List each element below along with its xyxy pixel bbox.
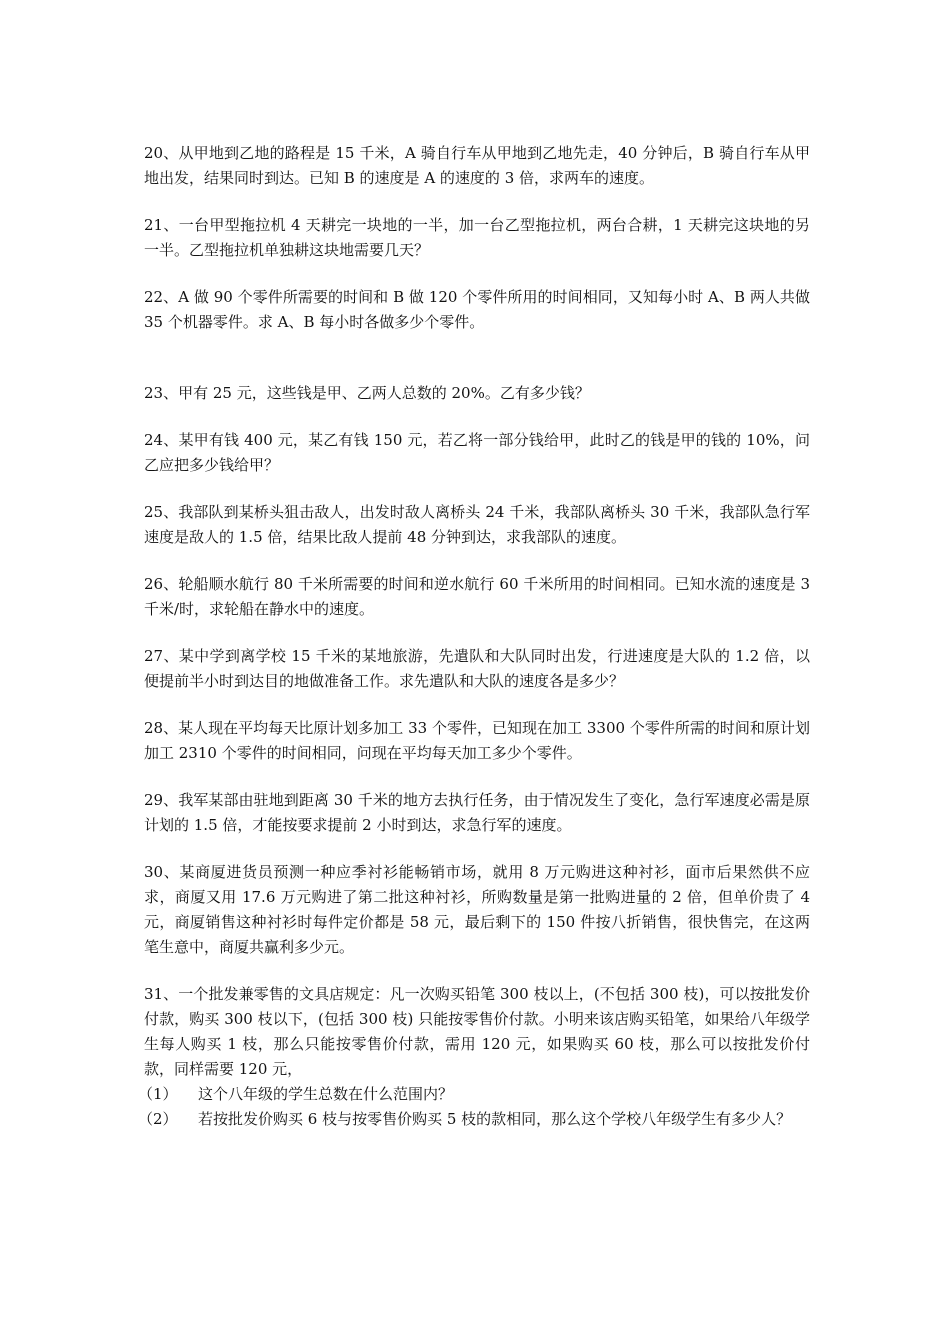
problem-24: 24、某甲有钱 400 元，某乙有钱 150 元，若乙将一部分钱给甲，此时乙的钱是甲的钱的 10%，问乙应把多少钱给甲？ xyxy=(144,431,810,474)
problem-28: 28、某人现在平均每天比原计划多加工 33 个零件，已知现在加工 3300 个零件所需的时间和原计划加工 2310 个零件的时间相同，问现在平均每天加工多少个零件。 xyxy=(144,719,810,762)
document-page xyxy=(138,141,810,1132)
problem-31-subitem-2 xyxy=(138,1107,810,1132)
subitem-number: （1） xyxy=(138,1085,178,1103)
problem-22: 22、A 做 90 个零件所需要的时间和 B 做 120 个零件所用的时间相同，又知每小时 A、B 两人共做 35 个机器零件。求 A、B 每小时各做多少个零件。 xyxy=(144,288,810,331)
problem-20: 20、从甲地到乙地的路程是 15 千米，A 骑自行车从甲地到乙地先走，40 分钟后，B 骑自行车从甲地出发，结果同时到达。已知 B 的速度是 A 的速度的 3 倍，求两车的速度。 xyxy=(144,144,810,187)
subitem-text: 若按批发价购买 6 枝与按零售价购买 5 枝的款相同，那么这个学校八年级学生有多少人？ xyxy=(198,1110,792,1128)
problem-30: 30、某商厦进货员预测一种应季衬衫能畅销市场，就用 8 万元购进这种衬衫，面市后果然供不应求，商厦又用 17.6 万元购进了第二批这种衬衫，所购数量是第一批购进量的 2 倍，但单价贵了 4 元，商厦销售这种衬衫时每件定价都是 58 元，最后剩下的 150 件按八折销售，很快售完，在这两笔生意中，商厦共赢利多少元。 xyxy=(144,863,810,956)
problem-26: 26、轮船顺水航行 80 千米所需要的时间和逆水航行 60 千米所用的时间相同。已知水流的速度是 3 千米/时，求轮船在静水中的速度。 xyxy=(144,575,810,618)
subitem-number: （2） xyxy=(138,1110,178,1128)
problem-31-subitem-1 xyxy=(138,1082,810,1107)
problem-29: 29、我军某部由驻地到距离 30 千米的地方去执行任务，由于情况发生了变化，急行军速度必需是原计划的 1.5 倍，才能按要求提前 2 小时到达，求急行军的速度。 xyxy=(144,791,810,834)
subitem-text: 这个八年级的学生总数在什么范围内？ xyxy=(198,1085,454,1103)
problem-27: 27、某中学到离学校 15 千米的某地旅游，先遣队和大队同时出发，行进速度是大队的 1.2 倍，以便提前半小时到达目的地做准备工作。求先遣队和大队的速度各是多少？ xyxy=(144,647,810,690)
problem-21: 21、一台甲型拖拉机 4 天耕完一块地的一半，加一台乙型拖拉机，两台合耕，1 天耕完这块地的另一半。乙型拖拉机单独耕这块地需要几天？ xyxy=(144,216,810,259)
problem-31: 31、一个批发兼零售的文具店规定：凡一次购买铅笔 300 枝以上，(不包括 300 枝)，可以按批发价付款，购买 300 枝以下，(包括 300 枝) 只能按零售价付款。小明来该店购买铅笔，如果给八年级学生每人购买 1 枝，那么只能按零售价付款，需用 120 元，如果购买 60 枝，那么可以按批发价付款，同样需要 120 元， xyxy=(144,985,810,1078)
problem-25: 25、我部队到某桥头狙击敌人，出发时敌人离桥头 24 千米，我部队离桥头 30 千米，我部队急行军速度是敌人的 1.5 倍，结果比敌人提前 48 分钟到达，求我部队的速度。 xyxy=(144,503,810,546)
problem-23: 23、甲有 25 元，这些钱是甲、乙两人总数的 20%。乙有多少钱？ xyxy=(144,384,590,402)
